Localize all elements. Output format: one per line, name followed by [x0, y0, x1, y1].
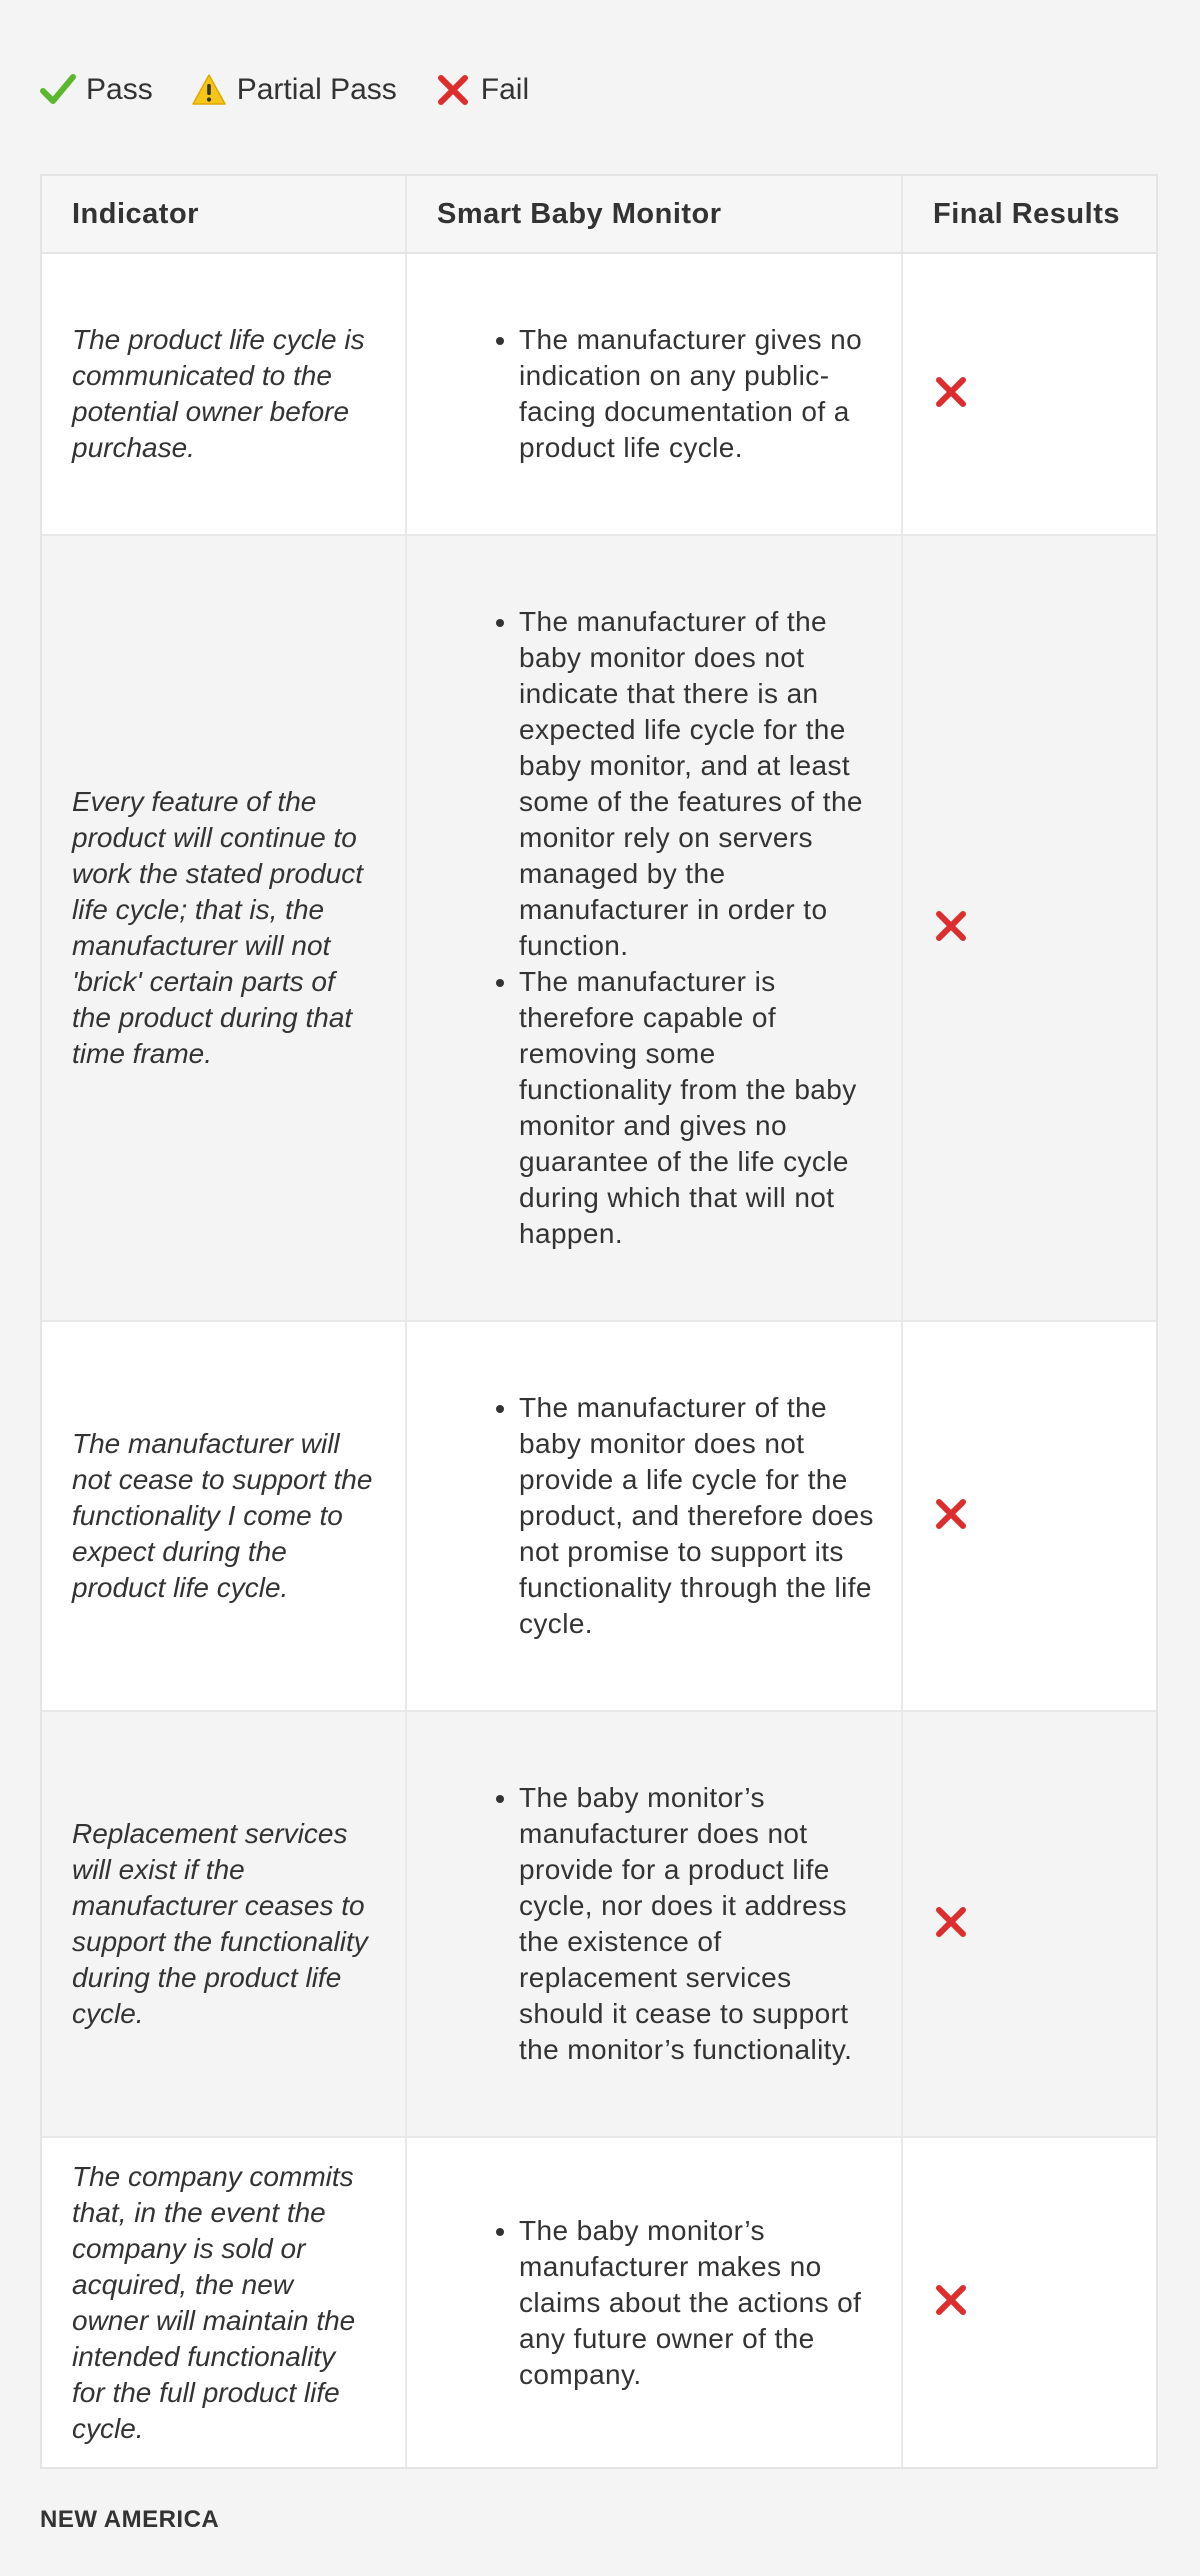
table-row — [42, 1711, 1156, 2137]
header-indicator: Indicator — [42, 176, 406, 253]
legend — [40, 72, 567, 108]
legend-fail — [435, 72, 529, 108]
legend-partial — [191, 72, 397, 108]
check-icon — [40, 72, 76, 108]
indicator-cell: The product life cycle is communicated to the potential owner before purchase. — [42, 253, 406, 535]
detail-bullet: • The manufacturer of the baby monitor does not indicate that there is an expected life cycle for the baby monitor, and at least some of the features of the monitor rely on servers managed by the manufacturer in order to function. — [519, 604, 875, 964]
detail-bullet: • The baby monitor’s manufacturer does not provide for a product life cycle, nor does it address the existence of replacement services should it cease to support the monitor’s functionality. — [519, 1780, 875, 2068]
legend-pass-label: Pass — [86, 73, 153, 106]
brand-logo-text: NEW AMERICA — [40, 2506, 220, 2533]
detail-cell — [406, 2137, 902, 2467]
indicator-cell: The company commits that, in the event the company is sold or acquired, the new owner will maintain the intended functionality for the full product life cycle. — [42, 2137, 406, 2467]
cross-icon — [933, 2282, 969, 2318]
result-cell — [902, 535, 1156, 1321]
results-table — [40, 174, 1158, 2469]
cross-icon — [933, 908, 969, 944]
result-cell — [902, 253, 1156, 535]
indicator-cell: Every feature of the product will continue to work the stated product life cycle; that is, the manufacturer will not 'brick' certain parts of the product during that time frame. — [42, 535, 406, 1321]
table-header-row — [42, 176, 1156, 253]
indicator-cell: The manufacturer will not cease to support the functionality I come to expect during the product life cycle. — [42, 1321, 406, 1711]
result-cell — [902, 2137, 1156, 2467]
detail-cell — [406, 1321, 902, 1711]
table-row — [42, 1321, 1156, 1711]
legend-pass — [40, 72, 153, 108]
detail-cell — [406, 1711, 902, 2137]
result-cell — [902, 1711, 1156, 2137]
header-results: Final Results — [902, 176, 1156, 253]
warning-icon — [191, 72, 227, 108]
indicator-cell: Replacement services will exist if the manufacturer ceases to support the functionality during the product life cycle. — [42, 1711, 406, 2137]
table-row — [42, 253, 1156, 535]
table-row — [42, 2137, 1156, 2467]
cross-icon — [933, 1904, 969, 1940]
result-cell — [902, 1321, 1156, 1711]
detail-bullet: • The manufacturer of the baby monitor does not provide a life cycle for the product, and therefore does not promise to support its functionality through the life cycle. — [519, 1390, 875, 1642]
legend-partial-label: Partial Pass — [236, 73, 397, 106]
table-row — [42, 535, 1156, 1321]
cross-icon — [933, 1496, 969, 1532]
cross-icon — [933, 374, 969, 410]
detail-bullet: • The manufacturer is therefore capable of removing some functionality from the baby monitor and gives no guarantee of the life cycle during which that will not happen. — [519, 964, 875, 1252]
cross-icon — [435, 72, 471, 108]
detail-bullet: • The baby monitor’s manufacturer makes no claims about the actions of any future owner of the company. — [519, 2213, 875, 2393]
detail-bullet: • The manufacturer gives no indication on any public-facing documentation of a product life cycle. — [519, 322, 875, 466]
legend-fail-label: Fail — [480, 73, 530, 106]
detail-cell — [406, 535, 902, 1321]
header-product: Smart Baby Monitor — [406, 176, 902, 253]
detail-cell — [406, 253, 902, 535]
